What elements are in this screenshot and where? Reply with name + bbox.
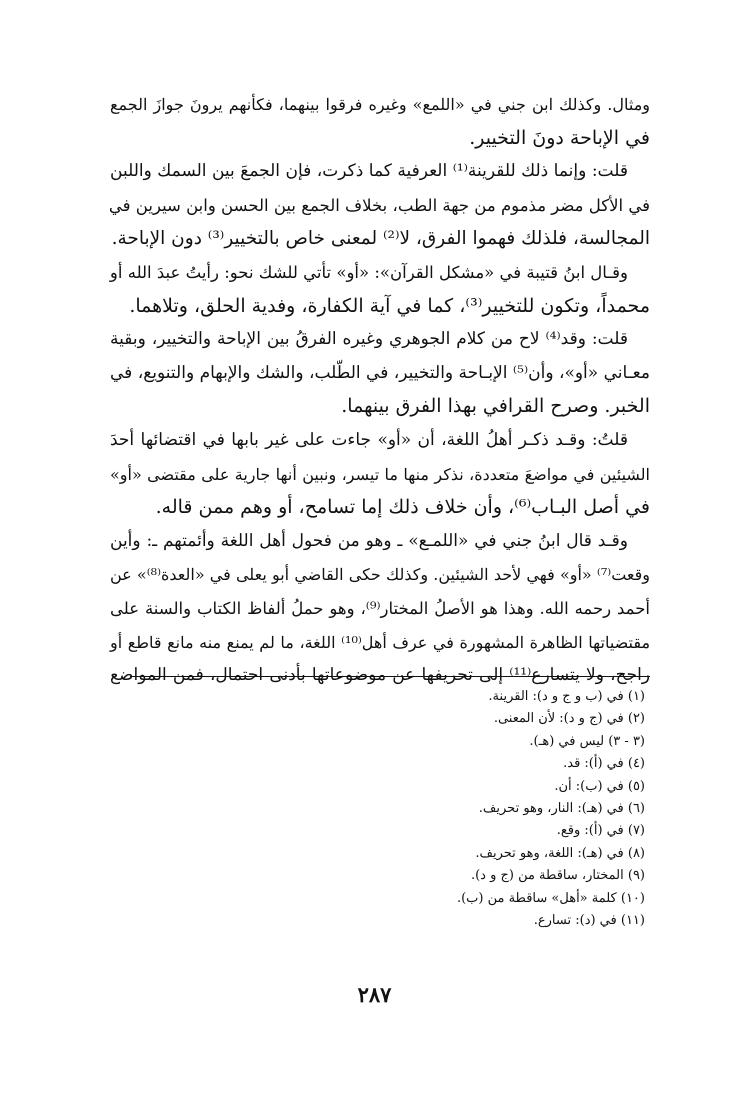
main-text	[110, 88, 650, 693]
footnote: (٣ - ٣) ليس في (هـ).	[529, 733, 645, 749]
text-line: وقـد قال ابنُ جني في «اللمـع» ـ وهو من فحول أهل اللغة وأئمتهم ـ: وأين	[110, 530, 628, 551]
text-line: راجح، ولا يتسارع⁽¹¹⁾ إلى تحريفها عن موضوعاتها بأدنى احتمال، فمن المواضع	[110, 665, 650, 686]
footnote: (٩) المختار، ساقطة من (ج و د).	[470, 868, 645, 884]
page-number: ٢٨٧	[357, 982, 392, 1007]
text-line: ومثال. وكذلك ابن جني في «اللمع» وغيره فرقوا بينهما، فكأنهم يرونَ جوازَ الجمع	[110, 95, 650, 114]
text-line: وقعت⁽⁷⁾ «أو» فهي لأحد الشيئين. وكذلك حكى القاضي أبو يعلى في «العدة⁽⁸⁾» عن	[110, 565, 651, 585]
text-line: محمداً، وتكون للتخيير⁽³⁾، كما في آية الكفارة، وفدية الحلق، وتلاهما.	[129, 294, 650, 317]
text-line: معـاني «أو»، وأن⁽⁵⁾ الإبـاحة والتخيير، في الطّلب، والشك والإبهام والتنويع، في	[110, 362, 650, 383]
text-line: في أصل البـاب⁽⁶⁾، وأن خلاف ذلك إما تسامح، أو وهم ممن قاله.	[155, 496, 650, 519]
text-line: قلت: وإنما ذلك للقرينة⁽¹⁾ العرفية كما ذكرت، فإن الجمعَ بين السمك واللبن	[110, 161, 628, 182]
footnote: (١) في (ب و ج و د): القرينة.	[488, 689, 645, 704]
text-line: في الأكل مضر مذموم من جهة الطب، بخلاف الجمع بين الحسن وابن سيرين في	[108, 195, 650, 215]
footnote: (١١) في (د): تسارع.	[533, 912, 645, 928]
footnote-divider	[130, 676, 650, 677]
text-line: المجالسة، فلذلك فهموا الفرق، لا⁽²⁾ لمعنى خاص بالتخيير⁽³⁾ دون الإباحة.	[111, 228, 650, 250]
text-line: أحمد رحمه الله. وهذا هو الأصلُ المختار⁽⁹⁾، وهو حملُ ألفاظ الكتاب والسنة على	[110, 598, 651, 618]
footnote: (٢) في (ج و د): لأن المعنى.	[493, 711, 645, 727]
text-line: قلتُ: وقـد ذكـر أهلُ اللغة، أن «أو» جاءت على غير بابها في اقتضائها أحدَ	[110, 429, 628, 450]
text-line: مقتضياتها الظاهرة المشهورة في عرف أهل⁽¹⁰⁾ اللغة، ما لم يمنع منه مانع قاطع أو	[110, 632, 651, 652]
footnotes	[300, 686, 645, 932]
footnote: (٥) في (ب): أن.	[554, 778, 645, 794]
text-line: في الإباحة دونَ التخيير.	[469, 126, 650, 149]
footnote: (٦) في (هـ): النار، وهو تحريف.	[478, 800, 645, 816]
text-line: قلت: وقد⁽⁴⁾ لاح من كلام الجوهري وغيره الفرقُ بين الإباحة والتخيير، وبقية	[110, 329, 628, 350]
text-line: وقـال ابنُ قتيبة في «مشكل القرآن»: «أو» تأتي للشك نحو: رأيتُ عبدَ الله أو	[109, 262, 628, 282]
text-line: الشيئين في مواضعَ متعددة، نذكر منها ما تيسر، ونبين أنها جارية على مقتضى «أو»	[110, 464, 651, 484]
footnote: (٤) في (أ): قد.	[563, 756, 645, 772]
footnote: (٨) في (هـ): اللغة، وهو تحريف.	[475, 845, 645, 861]
footnote: (١٠) كلمة «أهل» ساقطة من (ب).	[456, 890, 645, 906]
text-line: الخبر. وصرح القرافي بهذا الفرق بينهما.	[341, 395, 650, 418]
footnote: (٧) في (أ): وقع.	[556, 823, 645, 839]
